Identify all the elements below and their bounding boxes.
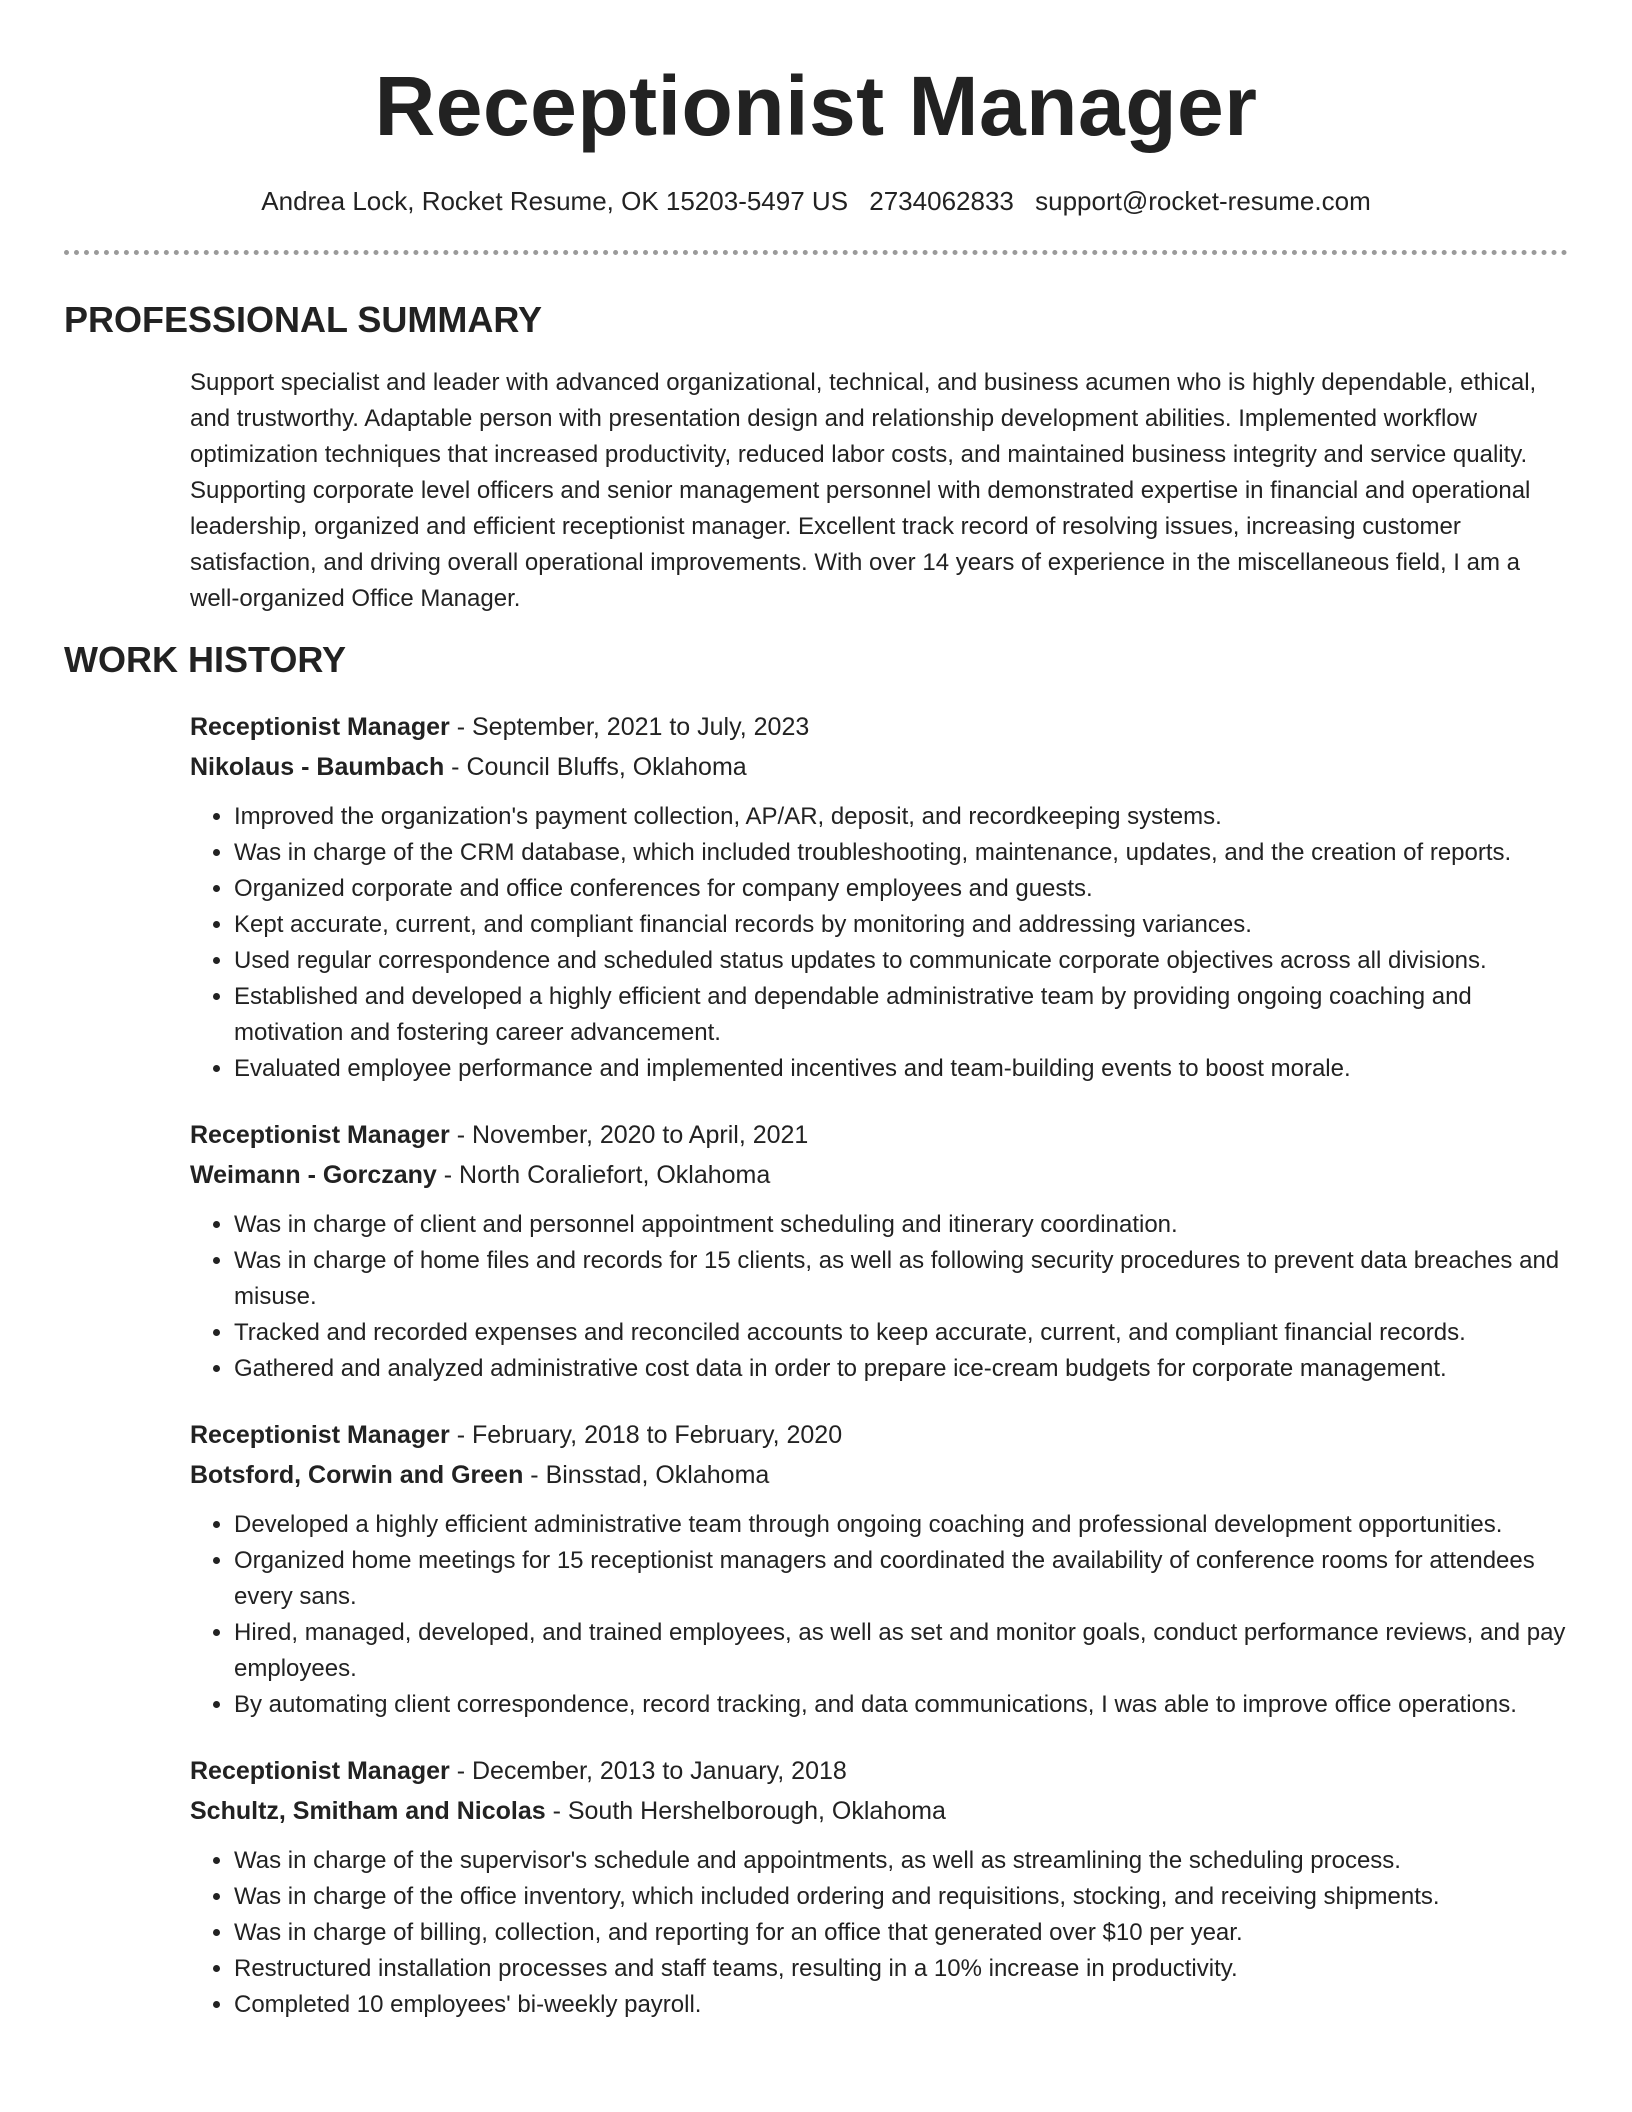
job-bullet: • Completed 10 employees' bi-weekly payroll. (234, 1987, 1568, 2023)
job-bullet: • Gathered and analyzed administrative cost data in order to prepare ice-cream budgets for corporate management. (234, 1351, 1568, 1387)
job-bullet: • Was in charge of billing, collection, and reporting for an office that generated over $10 per year. (234, 1915, 1568, 1951)
job-dates: - September, 2021 to July, 2023 (449, 713, 810, 741)
job-bullet: • Developed a highly efficient administrative team through ongoing coaching and professional development opportunities. (234, 1507, 1568, 1543)
job-bullet: • Was in charge of client and personnel appointment scheduling and itinerary coordination. (234, 1207, 1568, 1243)
job-bullet: • Improved the organization's payment collection, AP/AR, deposit, and recordkeeping systems. (234, 799, 1568, 835)
work-history-heading: WORK HISTORY (64, 639, 347, 680)
job-title-line (190, 1115, 1568, 1155)
job-bullet: • Hired, managed, developed, and trained employees, as well as set and monitor goals, conduct performance reviews, and pay employees. (234, 1615, 1568, 1687)
job-bullet: • Was in charge of home files and records for 15 clients, as well as following security procedures to prevent data breaches and misuse. (234, 1243, 1568, 1315)
resume-page (64, 0, 1568, 2023)
job-entry (190, 1415, 1568, 1723)
work-history-section (64, 639, 1568, 2023)
contact-address: Andrea Lock, Rocket Resume, OK 15203-5497 US (261, 186, 849, 216)
job-bullets (190, 799, 1568, 1087)
job-title-line (190, 707, 1568, 747)
job-bullet: • Used regular correspondence and scheduled status updates to communicate corporate objectives across all divisions. (234, 943, 1568, 979)
summary-section (64, 299, 1568, 617)
job-bullet: • Evaluated employee performance and implemented incentives and team-building events to boost morale. (234, 1051, 1568, 1087)
job-company-line (190, 1455, 1568, 1495)
job-bullet: • Established and developed a highly efficient and dependable administrative team by providing ongoing coaching and motivation and fostering career advancement. (234, 979, 1568, 1051)
summary-text: Support specialist and leader with advanced organizational, technical, and business acumen who is highly dependable, ethical, and trustworthy. Adaptable person with presentation design and relationship development abilities. Implemented workflow optimization techniques that increased productivity, reduced labor costs, and maintained business integrity and service quality. Supporting corporate level officers and senior management personnel with demonstrated expertise in financial and operational leadership, organized and efficient receptionist manager. Excellent track record of resolving issues, increasing customer satisfaction, and driving overall operational improvements. With over 14 years of experience in the miscellaneous field, I am a well-organized Office Manager. (190, 369, 1537, 612)
job-title-line (190, 1751, 1568, 1791)
job-bullet: • Was in charge of the supervisor's schedule and appointments, as well as streamlining the scheduling process. (234, 1843, 1568, 1879)
job-company: Nikolaus - Baumbach (190, 753, 445, 781)
header-divider (64, 250, 1568, 255)
job-dates: - November, 2020 to April, 2021 (449, 1121, 809, 1149)
job-location: - Council Bluffs, Oklahoma (444, 753, 747, 781)
job-company: Schultz, Smitham and Nicolas (190, 1797, 546, 1825)
job-bullet: • Tracked and recorded expenses and reconciled accounts to keep accurate, current, and compliant financial records. (234, 1315, 1568, 1351)
job-bullet: • Restructured installation processes and staff teams, resulting in a 10% increase in productivity. (234, 1951, 1568, 1987)
job-title: Receptionist Manager (190, 713, 450, 741)
job-bullet: • By automating client correspondence, record tracking, and data communications, I was able to improve office operations. (234, 1687, 1568, 1723)
job-title: Receptionist Manager (190, 1757, 450, 1785)
job-entry (190, 707, 1568, 1087)
job-company-line (190, 747, 1568, 787)
job-bullet: • Was in charge of the CRM database, which included troubleshooting, maintenance, updates, and the creation of reports. (234, 835, 1568, 871)
job-bullet: • Organized home meetings for 15 receptionist managers and coordinated the availability of conference rooms for attendees every sans. (234, 1543, 1568, 1615)
job-bullets (190, 1507, 1568, 1723)
job-bullet: • Was in charge of the office inventory, which included ordering and requisitions, stocking, and receiving shipments. (234, 1879, 1568, 1915)
contact-line (64, 184, 1568, 218)
job-location: - South Hershelborough, Oklahoma (545, 1797, 946, 1825)
job-location: - North Coraliefort, Oklahoma (436, 1161, 771, 1189)
job-company: Weimann - Gorczany (190, 1161, 437, 1189)
job-dates: - February, 2018 to February, 2020 (449, 1421, 843, 1449)
job-bullets (190, 1207, 1568, 1387)
jobs-list (190, 707, 1568, 2023)
job-company-line (190, 1791, 1568, 1831)
job-title: Receptionist Manager (190, 1121, 450, 1149)
job-entry (190, 1115, 1568, 1387)
job-location: - Binsstad, Oklahoma (523, 1461, 770, 1489)
job-bullets (190, 1843, 1568, 2023)
contact-email: support@rocket-resume.com (1035, 186, 1371, 216)
contact-phone: 2734062833 (869, 186, 1014, 216)
job-entry (190, 1751, 1568, 2023)
summary-heading: PROFESSIONAL SUMMARY (64, 299, 543, 340)
job-title: Receptionist Manager (190, 1421, 450, 1449)
job-bullet: • Organized corporate and office conferences for company employees and guests. (234, 871, 1568, 907)
job-bullet: • Kept accurate, current, and compliant financial records by monitoring and addressing variances. (234, 907, 1568, 943)
job-dates: - December, 2013 to January, 2018 (449, 1757, 847, 1785)
resume-title: Receptionist Manager (374, 59, 1258, 153)
job-company-line (190, 1155, 1568, 1195)
job-title-line (190, 1415, 1568, 1455)
job-company: Botsford, Corwin and Green (190, 1461, 524, 1489)
